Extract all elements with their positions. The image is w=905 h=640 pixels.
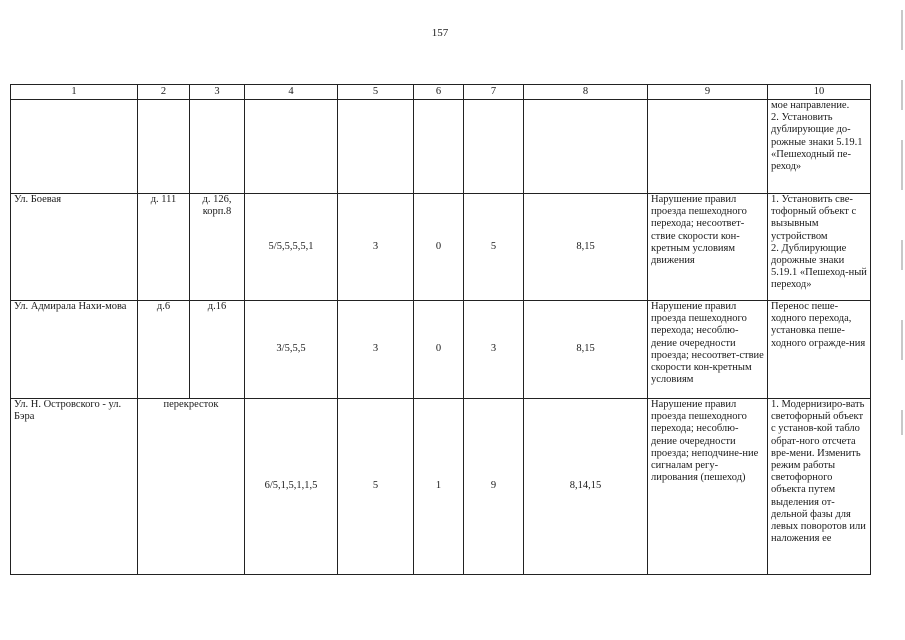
header-row — [11, 85, 871, 100]
violations-cell: Нарушение правил проезда пешеходного перехода; несоблю-дение очередности проезда; несоответ-ствие скорости кон-кретным условиям — [648, 301, 768, 399]
col7-cell — [464, 100, 524, 194]
measures-cell: мое направление. 2. Установить дублирующие до-рожные знаки 5.19.1 «Пешеходный пе-реход» — [768, 100, 871, 194]
house-to-cell: д. 126, корп.8 — [190, 194, 245, 301]
col6-cell — [414, 100, 464, 194]
col5-cell: 3 — [338, 301, 414, 399]
table-row — [11, 194, 871, 301]
col7-cell: 3 — [464, 301, 524, 399]
table-row — [11, 301, 871, 399]
col6-cell: 0 — [414, 194, 464, 301]
violations-cell — [648, 100, 768, 194]
col8-cell: 8,14,15 — [524, 399, 648, 575]
table-row — [11, 100, 871, 194]
col6-cell: 0 — [414, 301, 464, 399]
measures-cell: 1. Установить све-тофорный объект с вызывным устройством 2. Дублирующие дорожные знаки 5.19.1 «Пешеход-ный переход» — [768, 194, 871, 301]
column-header: 2 — [138, 85, 190, 100]
col5-cell — [338, 100, 414, 194]
street-cell: Ул. Н. Островского - ул. Бэра — [11, 399, 138, 575]
intersection-cell: перекресток — [138, 399, 245, 575]
column-header: 10 — [768, 85, 871, 100]
col4-cell: 3/5,5,5 — [245, 301, 338, 399]
col5-cell: 5 — [338, 399, 414, 575]
house-to-cell: д.16 — [190, 301, 245, 399]
house-from-cell: д.6 — [138, 301, 190, 399]
street-cell: Ул. Боевая — [11, 194, 138, 301]
column-header: 6 — [414, 85, 464, 100]
col8-cell: 8,15 — [524, 194, 648, 301]
column-header: 9 — [648, 85, 768, 100]
column-header: 4 — [245, 85, 338, 100]
col7-cell: 9 — [464, 399, 524, 575]
data-table — [10, 84, 871, 575]
column-header: 1 — [11, 85, 138, 100]
table-row — [11, 399, 871, 575]
col4-cell: 6/5,1,5,1,1,5 — [245, 399, 338, 575]
column-header: 5 — [338, 85, 414, 100]
column-header: 3 — [190, 85, 245, 100]
house-from-cell — [138, 100, 190, 194]
house-from-cell: д. 111 — [138, 194, 190, 301]
violations-cell: Нарушение правил проезда пешеходного перехода; несоблю-дение очередности проезда; неподчине-ние сигналам регу-лирования (пешеход) — [648, 399, 768, 575]
measures-cell: Перенос пеше-ходного перехода, установка пеше-ходного огражде-ния — [768, 301, 871, 399]
col4-cell — [245, 100, 338, 194]
street-cell: Ул. Адмирала Нахи-мова — [11, 301, 138, 399]
col4-cell: 5/5,5,5,5,1 — [245, 194, 338, 301]
col8-cell — [524, 100, 648, 194]
measures-cell: 1. Модернизиро-вать светофорный объект с установ-кой табло обрат-ного отсчета вре-мени. Изменить режим работы светофорного объекта путем выделения от-дельной фазы для левых поворотов или наложения ее — [768, 399, 871, 575]
column-header: 7 — [464, 85, 524, 100]
street-cell — [11, 100, 138, 194]
scan-edge-marks — [899, 10, 903, 630]
page-number: 157 — [431, 27, 449, 39]
col5-cell: 3 — [338, 194, 414, 301]
col8-cell: 8,15 — [524, 301, 648, 399]
violations-cell: Нарушение правил проезда пешеходного перехода; несоответ-ствие скорости кон-кретным условиям движения — [648, 194, 768, 301]
col6-cell: 1 — [414, 399, 464, 575]
column-header: 8 — [524, 85, 648, 100]
house-to-cell — [190, 100, 245, 194]
col7-cell: 5 — [464, 194, 524, 301]
